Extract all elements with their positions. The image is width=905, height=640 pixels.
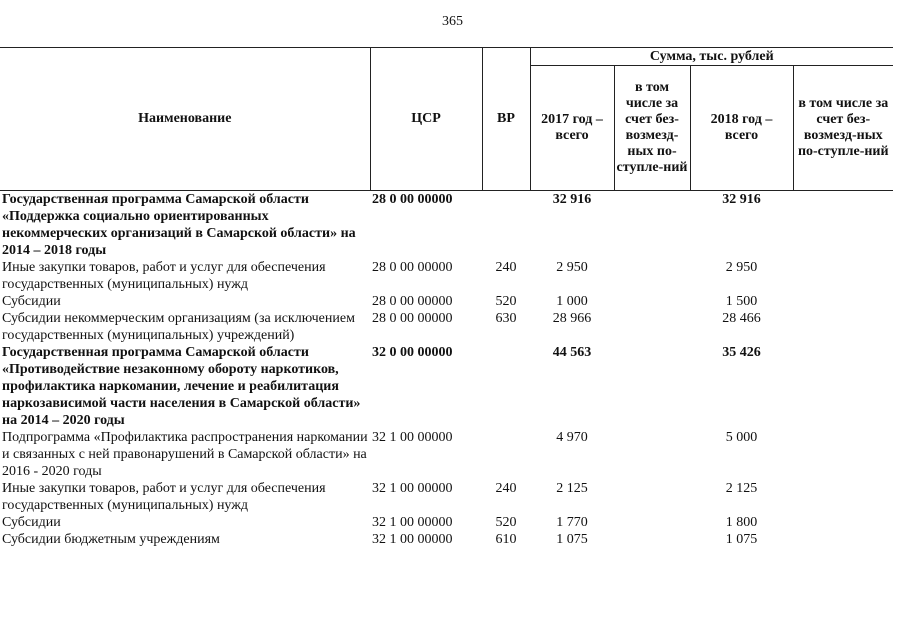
cell-csr: 32 1 00 00000 [372,430,453,445]
cell-2017-total: 1 000 [556,294,588,309]
table-header [0,48,893,191]
cell-name: Субсидии [2,515,61,530]
header-vr: ВР [482,48,530,191]
table-row [0,293,893,310]
cell-2018-free [793,191,893,260]
table-row [0,531,893,548]
cell-2018-free [793,514,893,531]
header-csr: ЦСР [370,48,482,191]
header-2018-free: в том числе за счет без-возмезд-ных по-ступле-ний [793,66,893,191]
cell-2018-free [793,293,893,310]
cell-2017-free [614,514,690,531]
cell-csr: 28 0 00 00000 [372,260,453,275]
cell-2018-total: 32 916 [722,192,761,207]
header-name: Наименование [0,48,370,191]
cell-vr: 520 [495,515,517,530]
cell-2018-free [793,310,893,344]
header-2017-free: в том числе за счет без-возмезд-ных по-ступле-ний [614,66,690,191]
cell-vr: 610 [495,532,517,547]
table-row [0,259,893,293]
cell-2018-total: 1 800 [725,515,758,530]
cell-2017-total: 4 970 [556,430,588,445]
cell-2017-free [614,480,690,514]
cell-2017-total: 44 563 [552,345,592,360]
cell-name: Иные закупки товаров, работ и услуг для обеспечения государственных (муниципальных) нужд [2,481,326,513]
cell-name: Иные закупки товаров, работ и услуг для обеспечения государственных (муниципальных) нужд [2,260,326,292]
cell-2017-total: 2 950 [556,260,588,275]
cell-2018-free [793,344,893,429]
table-row [0,514,893,531]
budget-table [0,47,893,548]
header-2017-total: 2017 год – всего [530,66,614,191]
header-2018-total: 2018 год – всего [690,66,793,191]
cell-2018-free [793,259,893,293]
cell-2017-total: 2 125 [556,481,588,496]
table-row [0,344,893,429]
cell-csr: 28 0 00 00000 [372,294,453,309]
cell-2018-free [793,531,893,548]
cell-vr [482,191,530,260]
cell-name: Государственная программа Самарской области «Поддержка социально ориентированных некоммерческих организаций в Самарской области» на 2014 – 2018 годы [2,192,356,258]
cell-2017-total: 1 770 [556,515,588,530]
cell-csr: 28 0 00 00000 [372,311,453,326]
cell-2017-total: 28 966 [552,311,592,326]
cell-vr: 520 [495,294,517,309]
table-row [0,429,893,480]
cell-2018-total: 35 426 [722,345,761,360]
table-body [0,191,893,549]
cell-vr: 240 [495,260,517,275]
cell-name: Субсидии бюджетным учреждениям [2,532,220,547]
table-row [0,310,893,344]
cell-csr: 32 1 00 00000 [372,515,453,530]
cell-csr: 32 0 00 00000 [372,345,453,360]
cell-2018-free [793,480,893,514]
cell-2018-free [793,429,893,480]
cell-2017-total: 1 075 [556,532,588,547]
cell-vr [482,429,530,480]
cell-2018-total: 5 000 [725,430,758,445]
cell-vr: 630 [495,311,517,326]
cell-2018-total: 28 466 [722,311,761,326]
cell-2018-total: 2 125 [725,481,758,496]
cell-name: Субсидии [2,294,61,309]
cell-csr: 32 1 00 00000 [372,532,453,547]
cell-name: Государственная программа Самарской области «Противодействие незаконному обороту наркотиков, профилактика наркомании, лечение и реабилитация наркозависимой части населения в Самарской области» на 2014 – 2020 годы [2,345,361,428]
cell-2018-total: 2 950 [725,260,758,275]
header-sum-group: Сумма, тыс. рублей [530,48,893,66]
cell-2017-free [614,191,690,260]
cell-csr: 32 1 00 00000 [372,481,453,496]
cell-2017-free [614,293,690,310]
cell-2017-free [614,344,690,429]
cell-vr: 240 [495,481,517,496]
cell-vr [482,344,530,429]
cell-name: Подпрограмма «Профилактика распространения наркомании и связанных с ней правонарушений в Самарской области» на 2016 - 2020 годы [2,430,368,479]
table-row [0,191,893,260]
cell-name: Субсидии некоммерческим организациям (за исключением государственных (муниципальных) учреждений) [2,311,355,343]
cell-2018-total: 1 075 [725,532,758,547]
cell-2017-total: 32 916 [552,192,592,207]
cell-2017-free [614,259,690,293]
cell-csr: 28 0 00 00000 [372,192,453,207]
cell-2018-total: 1 500 [725,294,758,309]
page-number: 365 [442,14,463,29]
cell-2017-free [614,531,690,548]
cell-2017-free [614,310,690,344]
cell-2017-free [614,429,690,480]
table-row [0,480,893,514]
